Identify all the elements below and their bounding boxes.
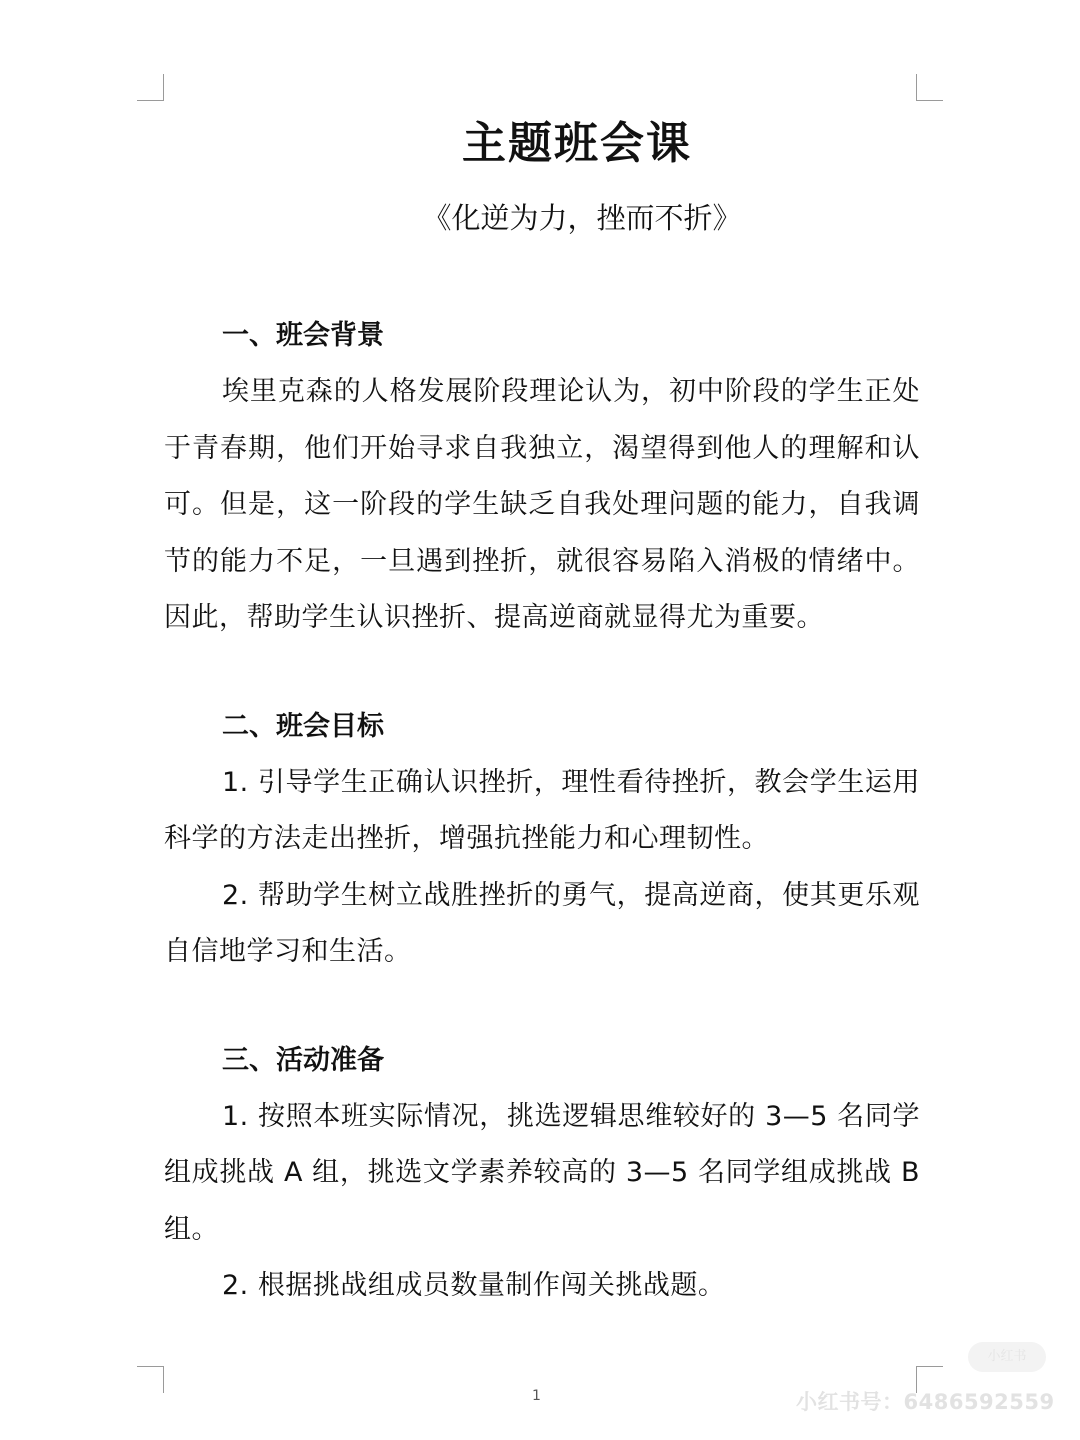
section-paragraph: 2. 根据挑战组成员数量制作闯关挑战题。 [222, 1270, 726, 1301]
section-background [164, 308, 920, 647]
section-paragraph: 埃里克森的人格发展阶段理论认为，初中阶段的学生正处于青春期，他们开始寻求自我独立，渴望得到他人的理解和认可。但是，这一阶段的学生缺乏自我处理问题的能力，自我调节的能力不足，一旦遇到挫折，就很容易陷入消极的情绪中。因此，帮助学生认识挫折、提高逆商就显得尤为重要。 [164, 376, 920, 633]
section-heading: 三、活动准备 [222, 1044, 384, 1076]
crop-mark-top-left [137, 74, 164, 101]
crop-mark-bottom-left [137, 1366, 164, 1393]
crop-mark-top-right [916, 74, 943, 101]
section-preparation [164, 1033, 920, 1315]
section-paragraph: 1. 引导学生正确认识挫折，理性看待挫折，教会学生运用科学的方法走出挫折，增强抗挫能力和心理韧性。 [164, 766, 920, 854]
watermark-text: 小红书号：6486592559 [796, 1390, 1055, 1414]
section-heading: 二、班会目标 [222, 710, 384, 742]
page-subtitle: 《化逆为力，挫而不折》 [422, 201, 742, 235]
section-heading: 一、班会背景 [222, 320, 384, 351]
section-goals [164, 699, 920, 981]
section-paragraph: 2. 帮助学生树立战胜挫折的勇气，提高逆商，使其更乐观自信地学习和生活。 [164, 879, 920, 967]
page-number: 1 [532, 1388, 541, 1404]
page-title: 主题班会课 [462, 118, 692, 169]
document-body [164, 112, 920, 1315]
watermark-logo: 小红书 [968, 1342, 1046, 1372]
section-paragraph: 1. 按照本班实际情况，挑选逻辑思维较好的 3—5 名同学组成挑战 A 组，挑选文学素养较高的 3—5 名同学组成挑战 B 组。 [164, 1100, 920, 1245]
